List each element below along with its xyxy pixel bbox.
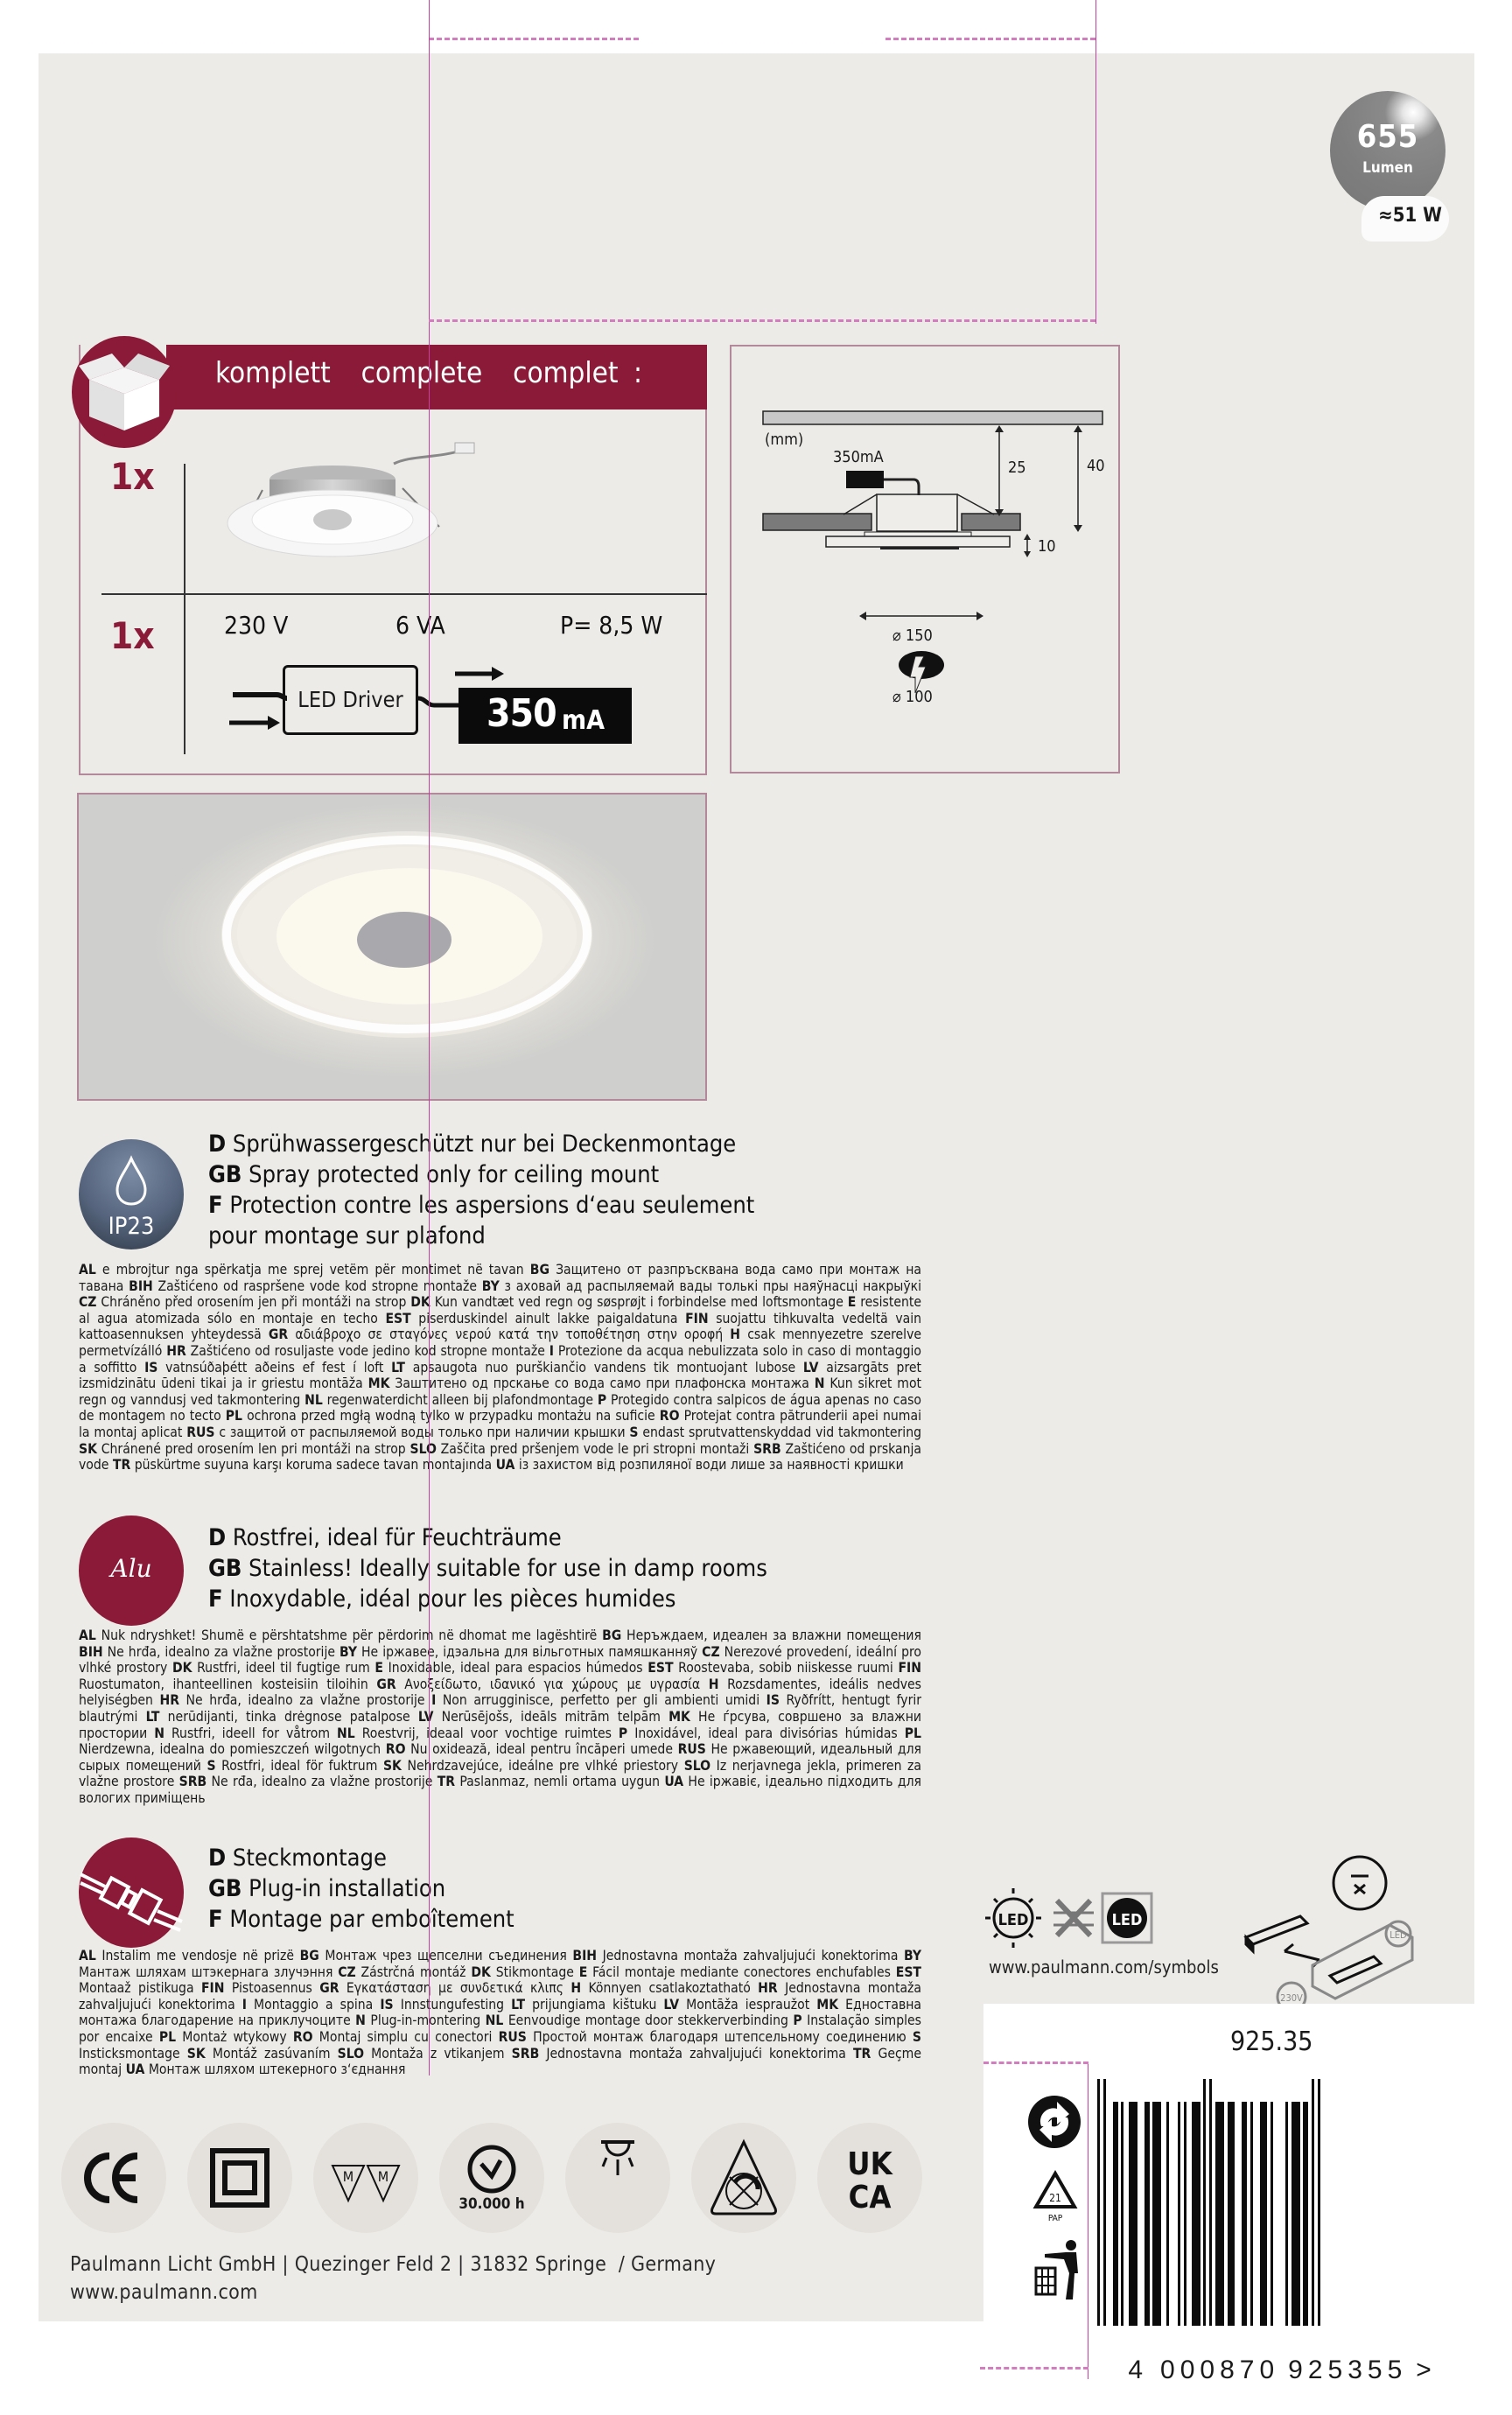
lumen-unit: Lumen: [1362, 159, 1413, 177]
translation-text: Instalim me vendosje në prizë: [95, 1948, 300, 1964]
language-code: RO: [659, 1408, 680, 1424]
translation-text: endast sprutvattenskyddad vid takmontering: [638, 1424, 921, 1440]
language-code: NL: [485, 2012, 504, 2029]
language-code: SLO: [337, 2045, 365, 2062]
ip23-line-fr-cont: pour montage sur plafond: [208, 1222, 486, 1250]
svg-text:UK: UK: [847, 2146, 892, 2182]
language-code: RUS: [498, 2028, 527, 2045]
translation-text: püskürtme suyuna karşı koruma sadece tavan montajında: [130, 1457, 496, 1474]
language-code: AL: [79, 1948, 96, 1964]
translation-text: Montáž zasúvaním: [205, 2045, 338, 2062]
translation-text: Nierdzewna, idealna do pomieszczeń wilgotnych: [79, 1741, 386, 1758]
language-code: GR: [319, 1980, 340, 1997]
ip23-line-fr: F Protection contre les aspersions d‘eau seulement: [208, 1192, 755, 1219]
language-code: HR: [758, 1980, 778, 1997]
language-code: S: [206, 1757, 216, 1774]
language-code: PL: [904, 1725, 921, 1741]
dimension-depth-total: 40: [1087, 457, 1105, 475]
plug-in-badge: [79, 1838, 184, 1948]
language-code: GR: [376, 1676, 396, 1692]
translation-text: Jednostavna montaža zahvaljujući konektorima: [539, 2045, 853, 2062]
dimension-diameter-cutout: ⌀ 100: [892, 688, 933, 706]
language-code: AL: [79, 1628, 96, 1643]
language-code: E: [578, 1964, 588, 1980]
translation-text: з аховай ад распыляемай вады толькі пры наяўнасці накрыўкі: [499, 1278, 921, 1294]
recycling-pap-icon: [1029, 2168, 1082, 2224]
alu-line-gb: GB Stainless! Ideally suitable for use in damp rooms: [208, 1555, 767, 1582]
translation-text: Inoxidable, ideal para espacios húmedos: [383, 1660, 648, 1676]
lumen-badge: [1330, 91, 1446, 210]
svg-text:M: M: [377, 2168, 389, 2185]
protection-class-ii-icon: [187, 2123, 292, 2233]
plug-in-description: [208, 1843, 514, 1935]
language-code: SK: [186, 2045, 206, 2062]
alu-line-fr: F Inoxydable, idéal pour les pièces humides: [208, 1586, 676, 1613]
language-code: EST: [895, 1964, 921, 1980]
translation-text: Nerūsējošs, ideāls mitrām telpām: [433, 1708, 669, 1725]
language-code: CZ: [702, 1643, 720, 1660]
language-code: FIN: [200, 1980, 225, 1997]
language-code: TR: [852, 2045, 872, 2062]
language-code: BY: [481, 1278, 500, 1294]
translation-text: Ne hrđa, idealno za vlažne prostorije: [179, 1692, 432, 1709]
ip23-line-gb: GB Spray protected only for ceiling mount: [208, 1161, 660, 1188]
translation-text: Не іржавее, ідэальна для вільготных памяшканняў: [357, 1643, 703, 1660]
translation-text: Roostevaba, sobib niiskesse ruumi: [673, 1660, 899, 1676]
svg-text:LED: LED: [998, 1911, 1029, 1929]
language-code: LT: [391, 1359, 405, 1376]
installed-luminaire-photo: [77, 793, 707, 1101]
translation-text: Монтаж чрез щепселни съединения: [318, 1948, 573, 1964]
translation-text: resistente al agua atomizada sólo en montaje en techo: [79, 1294, 921, 1326]
language-code: CZ: [338, 1964, 356, 1980]
translation-text: ochrona przed mgłą wodną tylko w przypadku montażu na suficie: [242, 1408, 660, 1424]
certification-row: [61, 2123, 922, 2233]
translation-text: Montaža z vtikanjem: [364, 2045, 512, 2062]
language-code: TR: [112, 1457, 131, 1474]
translation-text: Protezione da acqua nebulizzata solo in caso di montaggio a soffitto: [79, 1342, 921, 1376]
translation-text: Rozsdamentes, ideális nedves helyiségben: [79, 1676, 921, 1709]
lifetime-clock-icon: [439, 2123, 544, 2233]
ceiling-lamp-icon: [565, 2123, 670, 2233]
language-code: IS: [380, 1996, 394, 2012]
driver-power: P= 8,5 W: [560, 611, 663, 640]
translation-text: Едноставна монтажа благодарение на приклучоците: [79, 1996, 922, 2029]
language-code: PL: [225, 1408, 242, 1424]
language-code: RO: [292, 2028, 313, 2045]
plug-in-translations: [79, 1948, 921, 2078]
language-code: P: [793, 2012, 802, 2029]
alu-description: [208, 1522, 767, 1614]
lumen-value: 655: [1356, 119, 1419, 155]
translation-text: Paslanmaz, nemli ortama uygun: [455, 1774, 665, 1790]
language-code: AL: [79, 1262, 96, 1278]
language-code: N: [355, 2012, 366, 2029]
language-code: LT: [145, 1708, 160, 1725]
translation-text: Geçme montaj: [79, 2045, 921, 2078]
language-code: N: [814, 1376, 825, 1392]
language-code: P: [618, 1725, 628, 1741]
translation-text: Jednostavna montaža zahvaljujući konektorima: [597, 1948, 904, 1964]
driver-input-voltage: 230 V: [224, 611, 289, 640]
language-code: BG: [299, 1948, 319, 1964]
translation-text: Ryðfrítt, hentugt fyrir blautrými: [79, 1692, 922, 1725]
translation-text: Не ржавеющий, идеальный для сырых помещений: [79, 1741, 921, 1774]
company-website[interactable]: www.paulmann.com: [70, 2281, 258, 2304]
luminaire-product-image: [210, 429, 499, 569]
translation-text: piserduskindel ainult lakke paigaldatuna: [410, 1310, 686, 1326]
article-number: 925.35: [1230, 2026, 1313, 2057]
translation-text: Монтаж шляхом штекерного з‘єднання: [144, 2062, 406, 2078]
box-icon: [72, 336, 177, 448]
company-address: Paulmann Licht GmbH | Quezinger Feld 2 | 31832 Springe / Germany: [70, 2253, 717, 2276]
language-code: DK: [471, 1964, 491, 1980]
ip23-translations: [79, 1262, 921, 1474]
svg-text:PAP: PAP: [1047, 2214, 1063, 2223]
dimension-drawing: [730, 345, 1120, 774]
led-driver-label: LED Driver: [298, 687, 403, 712]
dieline-bottom-flap: [980, 2367, 1088, 2370]
translation-text: Εγκατάσταση με συνδετικά κλιπς: [339, 1980, 571, 1997]
lifetime-label: 30.000 h: [458, 2195, 525, 2213]
ip23-description: [208, 1129, 754, 1251]
ip-rating-label: IP23: [108, 1213, 155, 1240]
contents-header: [166, 345, 707, 410]
translation-text: Nuk ndryshket! Shumë e përshtatshme për përdorim në dhomat me lagështirë: [95, 1628, 603, 1643]
contents-divider-vertical: [184, 464, 186, 754]
language-code: BG: [602, 1628, 622, 1643]
svg-text:230V: 230V: [1280, 1992, 1303, 2004]
led-sun-icon: [985, 1888, 1041, 1948]
output-current-unit: mA: [562, 705, 606, 736]
translation-text: Montaggio a spina: [246, 1996, 381, 2012]
language-code: DK: [410, 1294, 430, 1311]
language-code: EST: [648, 1660, 674, 1676]
symbols-url[interactable]: www.paulmann.com/symbols: [989, 1956, 1219, 1978]
translation-text: Pistoasennus: [224, 1980, 320, 1997]
integrated-led-icon: [1102, 1894, 1152, 1942]
translation-text: Nu oxidează, ideal pentru încăperi umede: [405, 1741, 678, 1758]
translation-text: Ανοξείδωτο, ιδανικό για χώρους με υγρασία: [396, 1676, 709, 1692]
ean-barcode: [1097, 2102, 1377, 2326]
language-code: HR: [166, 1342, 186, 1359]
translation-text: Защитено от разпръсквана вода само при монтаж на тавана: [79, 1262, 922, 1294]
translation-text: Montaj simplu cu conectori: [312, 2028, 499, 2045]
language-code: N: [154, 1725, 165, 1741]
translation-text: Zaštićeno od rosuljaste vode jedino kod stropne montaže: [186, 1342, 550, 1359]
translation-text: Fácil montaje mediante conectores enchufables: [587, 1964, 896, 1980]
translation-text: Мантаж шляхам штэкернага злучэння: [79, 1964, 339, 1980]
language-code: H: [730, 1326, 741, 1343]
language-code: LV: [802, 1359, 819, 1376]
svg-text:21: 21: [1049, 2192, 1061, 2204]
translation-text: Zaščita pred pršenjem vode le pri stropni montaži: [436, 1440, 754, 1457]
language-code: BIH: [79, 1643, 103, 1660]
dimension-unit: (mm): [765, 430, 804, 449]
translation-text: aizsargāts pret izsmidzinātu ūdeni tikai ja ir griestu montāža: [79, 1359, 922, 1392]
dieline-window-bottom: [429, 319, 1096, 322]
language-code: PL: [158, 2028, 177, 2045]
translation-text: Innstungufesting: [393, 1996, 512, 2012]
translation-text: Rostfri, ideal för fuktrum: [215, 1757, 383, 1774]
ukca-mark-icon: [817, 2123, 922, 2233]
language-code: SRB: [753, 1440, 781, 1457]
language-code: DK: [172, 1660, 192, 1676]
translation-text: Inoxidável, ideal para divisórias húmidas: [627, 1725, 905, 1741]
language-code: H: [708, 1676, 719, 1692]
translation-text: із захистом від розпиляної води лише за наявності кришки: [514, 1457, 904, 1474]
translation-text: Instalação simples por encaixe: [79, 2012, 921, 2045]
translation-text: e mbrojtur nga spërkatja me sprej vetëm për montimet në tavan: [95, 1262, 530, 1278]
plug-connector-icon: [79, 1838, 184, 1948]
translation-text: Protegido contra salpicos de água apenas no caso de montagem no tecto: [79, 1391, 921, 1424]
language-code: LV: [417, 1708, 434, 1725]
dimension-driver-label: 350mA: [833, 448, 884, 466]
led-symbols: [984, 1881, 1438, 2004]
translation-text: nerūdijanti, tinka drėgnose patalpose: [159, 1708, 418, 1725]
translation-text: Insticksmontage: [79, 2045, 187, 2062]
led-driver-box: [283, 665, 418, 735]
language-code: SK: [382, 1757, 402, 1774]
translation-text: Kun vandtæt ved regn og søsprøjt i forbindelse med loftsmontage: [430, 1294, 848, 1311]
svg-text:LED: LED: [1390, 1929, 1407, 1941]
language-code: S: [629, 1424, 639, 1440]
no-exchange-icon: [1054, 1900, 1094, 1936]
translation-text: Könnyen csatlakoztatható: [581, 1980, 759, 1997]
dieline-barcode-flap: [984, 2062, 1088, 2064]
language-code: MK: [816, 1996, 839, 2012]
translation-text: Ne rđa, idealno za vlažne prostorije: [206, 1774, 438, 1790]
alu-badge: [79, 1516, 184, 1626]
dieline-top-tab-right: [886, 0, 1096, 40]
translation-text: Простой монтаж благодаря штепсельному соединению: [526, 2028, 913, 2045]
translation-text: Montaż wtykowy: [176, 2028, 293, 2045]
translation-text: Jednostavna montaža zahvaljujući konektorima: [79, 1980, 921, 2012]
language-code: I: [549, 1342, 554, 1359]
translation-text: Nerezové provedení, ideální pro vlhké prostory: [79, 1643, 921, 1676]
language-code: BY: [340, 1643, 357, 1660]
language-code: SLO: [410, 1440, 437, 1457]
language-code: I: [242, 1996, 247, 2012]
language-code: BIH: [572, 1948, 598, 1964]
language-code: GR: [268, 1326, 289, 1343]
svg-text:LED: LED: [1111, 1911, 1143, 1929]
language-code: BY: [904, 1948, 921, 1964]
language-code: E: [374, 1660, 384, 1676]
dimension-depth-fixture: 25: [1008, 458, 1026, 477]
translation-text: Не ѓрсува, совршено за влажни простории: [79, 1708, 921, 1741]
alu-translations: [79, 1628, 921, 1807]
language-code: IS: [766, 1692, 780, 1709]
translation-text: vatnsúðaþétt aðeins ef fest í loft: [158, 1359, 392, 1376]
language-code: S: [912, 2028, 921, 2045]
translation-text: Chráněno před orosením jen při montáži na strop: [96, 1294, 411, 1311]
quantity-driver: 1x: [110, 614, 155, 657]
translation-text: Montaaž pistikuga: [79, 1980, 201, 1997]
translation-text: apsaugota nuo purškiančio vandens tik montuojant lubose: [405, 1359, 803, 1376]
dieline-left-vertical: [429, 0, 430, 2076]
language-code: RUS: [677, 1741, 706, 1758]
barcode-card: [984, 2004, 1474, 2384]
translation-text: Plug-in-montering: [365, 2012, 486, 2029]
translation-text: Roestvrij, ideaal voor vochtige ruimtes: [354, 1725, 619, 1741]
output-current-value: 350: [486, 691, 556, 736]
language-code: LV: [663, 1996, 680, 2012]
no-insulation-cover-icon: [691, 2123, 796, 2233]
plug-line-fr: F Montage par emboîtement: [208, 1906, 514, 1933]
language-code: NL: [304, 1391, 323, 1408]
translation-text: Kun sikret mot regn og vanndusj ved takmontering: [79, 1376, 922, 1408]
svg-text:M: M: [342, 2168, 354, 2185]
mains-cable-icon: [233, 688, 287, 705]
translation-text: csak mennyezetre szerelve permetvízálló: [79, 1326, 922, 1359]
language-code: MK: [668, 1708, 690, 1725]
language-code: SLO: [683, 1757, 711, 1774]
language-code: P: [597, 1391, 607, 1408]
translation-text: Nehrdzavejúce, ideálne pre vlhké priestory: [401, 1757, 684, 1774]
translation-text: αδιάβροχο σε σταγόνες νερού κατά την τοποθέτηση στην οροφή: [288, 1326, 731, 1343]
equivalent-wattage: ≈51 W: [1378, 205, 1442, 227]
alu-line-de: D Rostfrei, ideal für Feuchträume: [208, 1524, 562, 1551]
language-code: UA: [495, 1457, 515, 1474]
language-code: SRB: [511, 2045, 540, 2062]
language-code: HR: [159, 1692, 179, 1709]
language-code: LT: [511, 1996, 526, 2012]
translation-text: Eenvoudige montage door stekkerverbinding: [503, 2012, 794, 2029]
plug-line-gb: GB Plug-in installation: [208, 1875, 446, 1902]
language-code: FIN: [685, 1310, 709, 1326]
ip23-badge: [79, 1139, 184, 1250]
language-code: RUS: [186, 1424, 215, 1440]
translation-text: Iz nerjavnega jekla, primeren za vlažne prostore: [79, 1757, 921, 1790]
language-code: BIH: [129, 1278, 153, 1294]
translation-text: Non arrugginisce, perfetto per gli ambienti umidi: [436, 1692, 766, 1709]
translation-text: regenwaterdicht alleen bij plafondmontage: [322, 1391, 598, 1408]
language-code: MK: [368, 1376, 390, 1392]
language-code: UA: [664, 1774, 684, 1790]
driver-apparent-power: 6 VA: [396, 611, 445, 640]
ce-mark-icon: [61, 2123, 166, 2233]
ean-digits: 4 000870 925355 >: [1128, 2356, 1437, 2384]
translation-text: Montāža iespraužot: [679, 1996, 817, 2012]
language-code: IS: [144, 1359, 158, 1376]
mm-mark-icon: [313, 2123, 418, 2233]
language-code: NL: [337, 1725, 355, 1741]
contents-divider-horizontal: [102, 593, 707, 595]
language-code: RO: [385, 1741, 406, 1758]
language-code: SRB: [178, 1774, 207, 1790]
translation-text: suojattu tihkuvalta vedeltä vain kattoasennuksen yhteydessä: [79, 1310, 922, 1343]
translation-text: Stikmontage: [490, 1964, 579, 1980]
language-code: EST: [385, 1310, 411, 1326]
language-code: CZ: [79, 1294, 97, 1311]
language-code: TR: [437, 1774, 456, 1790]
translation-text: Rustfri, ideell for våtrom: [164, 1725, 338, 1741]
output-arrow-icon: [455, 665, 508, 686]
language-code: UA: [125, 2062, 145, 2078]
language-code: H: [570, 1980, 582, 1997]
translation-text: Ne hrđa, idealno za vlažne prostorije: [102, 1643, 340, 1660]
language-code: BG: [529, 1262, 550, 1278]
translation-text: Chránené pred orosením len pri montáži na strop: [96, 1440, 410, 1457]
output-current-badge: [458, 688, 632, 744]
plug-line-de: D Steckmontage: [208, 1844, 387, 1872]
translation-text: Не іржавіє, ідеально підходить для вологих приміщень: [79, 1774, 921, 1806]
translation-text: Protejat contra pătrunderii apei numai la montaj aplicat: [79, 1408, 921, 1440]
green-dot-icon: [1024, 2091, 1085, 2152]
tidyman-disposal-icon: [1032, 2238, 1082, 2301]
dimension-diameter-outer: ⌀ 150: [892, 626, 933, 645]
language-code: E: [847, 1294, 857, 1311]
language-code: I: [431, 1692, 437, 1709]
dieline-top-tab-left: [429, 0, 639, 40]
contents-header-text: komplett complete complet :: [215, 355, 642, 389]
language-code: SK: [79, 1440, 97, 1457]
translation-text: Неръждаем, идеален за влажни помещения: [621, 1628, 921, 1643]
translation-text: с защитой от распыляемой воды только при наличии крышки: [214, 1424, 630, 1440]
translation-text: Zástrčná montáž: [355, 1964, 472, 1980]
input-arrow-icon: [229, 714, 282, 735]
translation-text: prijungiama kištuku: [525, 1996, 664, 2012]
output-cable-icon: [418, 693, 462, 714]
translation-text: Rustfri, ideel til fugtige rum: [192, 1660, 375, 1676]
quantity-luminaire: 1x: [110, 455, 155, 498]
dimension-height-visible: 10: [1038, 537, 1056, 556]
translation-text: Ruostumaton, ihanteellinen kosteisiin tiloihin: [79, 1676, 377, 1692]
alu-label: Alu: [110, 1554, 152, 1583]
bulb-equivalent-badge: [1362, 196, 1449, 242]
translation-text: Zaštićeno od prskanja vode: [79, 1440, 922, 1474]
translation-text: Заштитено од прскање со вода само при плафонска монтажа: [389, 1376, 815, 1392]
ip23-line-de: D Sprühwassergeschützt nur bei Deckenmontage: [208, 1130, 737, 1158]
language-code: FIN: [898, 1660, 921, 1676]
svg-text:CA: CA: [848, 2180, 892, 2216]
translation-text: Zaštićeno od raspršene vode kod stropne montaže: [152, 1278, 482, 1294]
